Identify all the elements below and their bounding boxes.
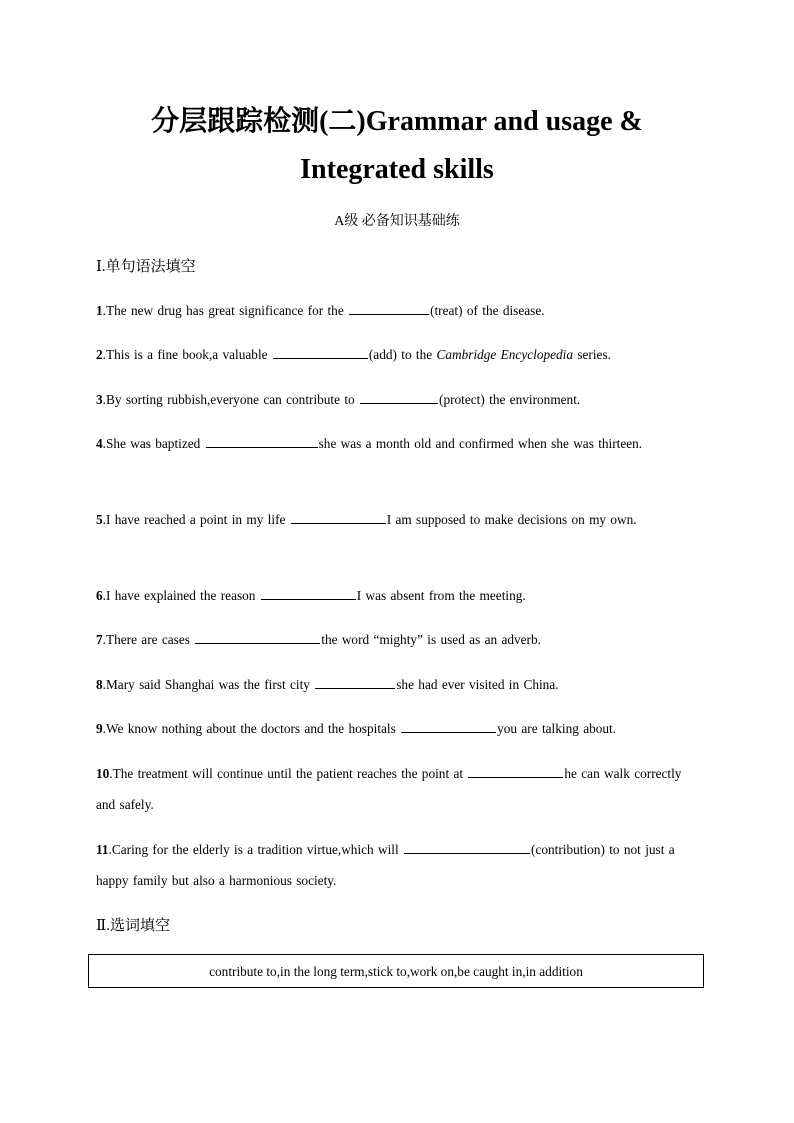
question-number: 3: [96, 392, 103, 407]
answer-blank[interactable]: [195, 629, 320, 644]
question-text-before: .I have reached a point in my life: [102, 512, 290, 527]
answer-blank[interactable]: [468, 763, 563, 778]
question-text-after: I am supposed to make decisions on my own.: [386, 512, 637, 527]
section-heading-word-choice: Ⅱ.选词填空: [96, 918, 170, 934]
page-title-line1: 分层跟踪检测(二)Grammar and usage &: [151, 106, 643, 137]
answer-blank[interactable]: [273, 344, 368, 359]
question-number: 7: [96, 632, 103, 647]
question-number: 8: [96, 677, 103, 692]
question-text-after: (contribution) to not just a happy family but also a harmonious society.: [96, 842, 675, 888]
question-number: 11: [96, 842, 109, 857]
question-text-after: (treat) of the disease.: [430, 303, 545, 318]
level-subtitle: A级 必备知识基础练: [334, 214, 460, 229]
question-text-before: .Caring for the elderly is a tradition virtue,which will: [108, 842, 404, 857]
answer-blank[interactable]: [315, 674, 395, 689]
answer-blank[interactable]: [349, 300, 429, 315]
question-6: [96, 580, 690, 611]
answer-blank[interactable]: [401, 718, 496, 733]
question-number: 1: [96, 303, 103, 318]
question-2: [96, 339, 690, 370]
question-number: 4: [96, 436, 103, 451]
question-text-before: .The treatment will continue until the patient reaches the point at: [109, 766, 468, 781]
answer-blank[interactable]: [261, 585, 356, 600]
question-text-after: (add) to the: [368, 347, 437, 362]
question-text-before: .I have explained the reason: [102, 588, 260, 603]
question-5: [96, 504, 690, 535]
question-number: 5: [96, 512, 103, 527]
answer-blank[interactable]: [360, 389, 438, 404]
question-3: [96, 384, 690, 415]
page-title-line2: Integrated skills: [300, 154, 494, 185]
question-text-before: .There are cases: [102, 632, 195, 647]
question-text-after: I was absent from the meeting.: [356, 588, 526, 603]
answer-blank[interactable]: [206, 433, 318, 448]
question-text-after: she was a month old and confirmed when she was thirteen.: [318, 436, 643, 451]
section-heading-grammar-fill: Ⅰ.单句语法填空: [96, 259, 196, 275]
word-bank-box: [88, 954, 704, 988]
question-text-before: .The new drug has great significance for the: [102, 303, 349, 318]
question-number: 6: [96, 588, 103, 603]
question-text-after: she had ever visited in China.: [396, 677, 559, 692]
question-text-tail: series.: [573, 347, 611, 362]
question-8: [96, 669, 690, 700]
question-text-before: .We know nothing about the doctors and the hospitals: [102, 721, 401, 736]
word-bank-text: contribute to,in the long term,stick to,work on,be caught in,in addition: [209, 964, 583, 979]
question-4: [96, 428, 690, 459]
question-text-before: .Mary said Shanghai was the first city: [102, 677, 315, 692]
question-number: 9: [96, 721, 103, 736]
question-7: [96, 624, 690, 655]
question-text-after: he can walk correctly and safely.: [96, 766, 682, 812]
question-1: [96, 295, 690, 326]
question-9: [96, 713, 690, 744]
question-text-after: the word “mighty” is used as an adverb.: [321, 632, 541, 647]
question-10: [96, 758, 690, 820]
question-text-after: (protect) the environment.: [439, 392, 581, 407]
question-number: 2: [96, 347, 103, 362]
answer-blank[interactable]: [404, 839, 530, 854]
question-text-before: .This is a fine book,a valuable: [102, 347, 272, 362]
question-number: 10: [96, 766, 110, 781]
question-text-after: you are talking about.: [497, 721, 617, 736]
question-11: [96, 834, 690, 896]
answer-blank[interactable]: [291, 509, 386, 524]
question-text-before: .By sorting rubbish,everyone can contribute to: [102, 392, 360, 407]
book-title: Cambridge Encyclopedia: [436, 347, 574, 362]
question-text-before: .She was baptized: [102, 436, 205, 451]
